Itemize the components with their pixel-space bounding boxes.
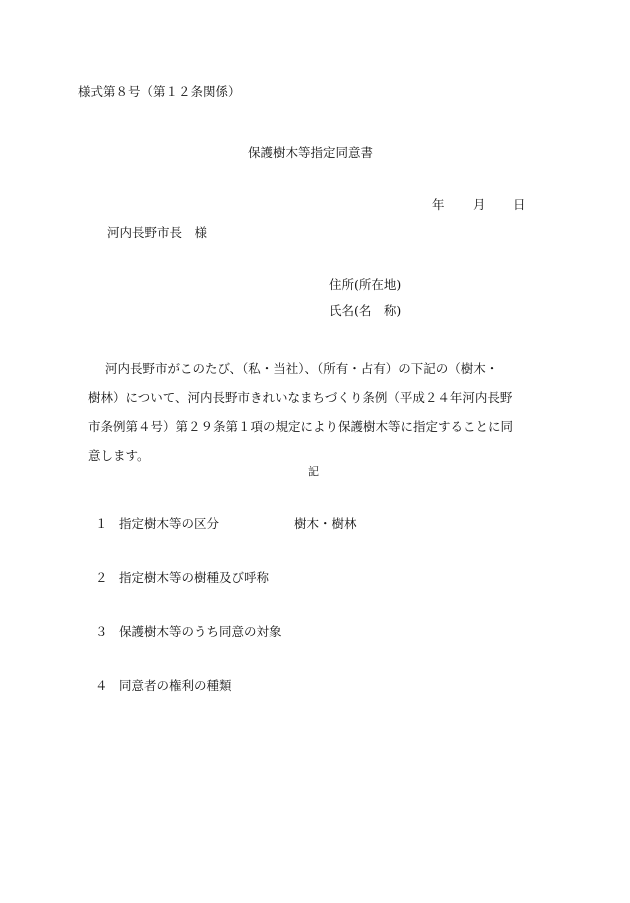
item-number: ２ [95,570,108,585]
form-number: 様式第８号（第１２条関係） [78,84,241,99]
item-number: ３ [95,624,108,639]
paragraph-line: 市条例第４号）第２９条第１項の規定により保護樹木等に指定することに同 [88,419,514,434]
item-value: 樹木・樹林 [294,516,357,531]
item-number: １ [95,516,108,531]
date-day-label: 日 [513,197,526,212]
addressee: 河内長野市長 様 [107,225,208,240]
paragraph-line: 河内長野市がこのたび、（私・当社）、（所有・占有）の下記の（樹木・ [105,361,499,376]
date-month-label: 月 [473,197,486,212]
paragraph-line: 樹林）について、河内長野市きれいなまちづくり条例（平成２４年河内長野 [88,390,513,405]
item-label: 同意者の権利の種類 [119,678,232,693]
item-number: ４ [95,678,108,693]
address-label: 住所(所在地) [329,277,402,292]
ki-heading: 記 [308,465,319,478]
item-label: 指定樹木等の樹種及び呼称 [119,570,270,585]
name-label: 氏名(名 称) [329,303,402,318]
consent-paragraph [88,354,558,470]
date-year-label: 年 [432,197,445,212]
item-label: 指定樹木等の区分 [119,516,220,531]
item-label: 保護樹木等のうち同意の対象 [119,624,282,639]
paragraph-line: 意します。 [88,448,150,463]
document-title: 保護樹木等指定同意書 [248,145,374,160]
